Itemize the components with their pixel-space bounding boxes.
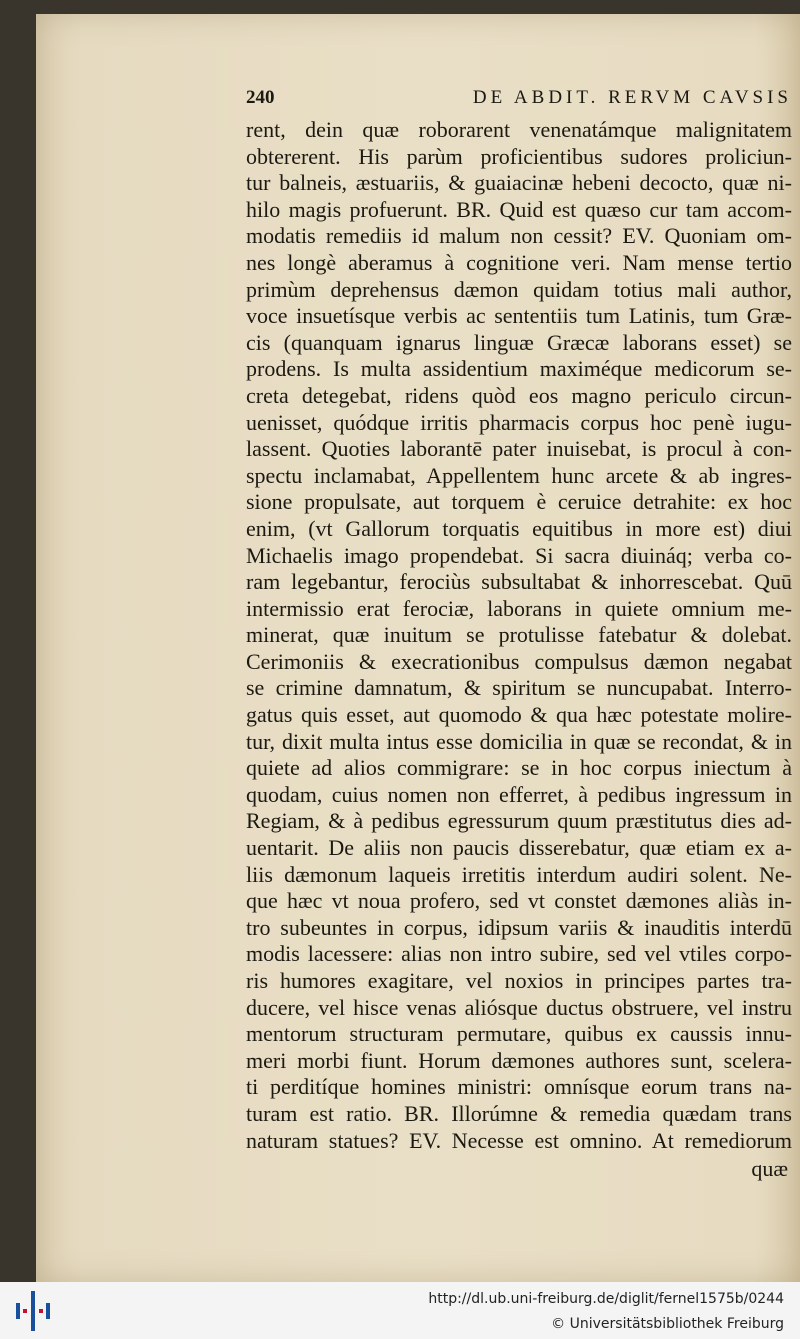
book-page [36,14,800,1282]
text-line: creta detegebat, ridens quòd eos magno periculo circun- [246,382,792,408]
text-line: minerat, quæ inuitum se protulisse fatebatur & dolebat. [246,622,792,648]
text-line: modatis remediis id malum non cessit? EV. Quoniam om- [246,223,792,249]
text-line: meri morbi fiunt. Horum dæmones authores sunt, scelera- [246,1047,792,1073]
text-line: modis lacessere: alias non intro subire, sed vel vtiles corpo- [246,941,792,967]
university-logo-icon [12,1291,54,1331]
body-text [246,117,792,1154]
page-number: 240 [246,87,275,108]
running-title: DE ABDIT. RERVM CAVSIS [472,87,792,108]
text-line: que hæc vt noua profero, sed vt constet dæmones aliàs in- [246,888,792,914]
text-line: ram legebantur, ferociùs subsultabat & inhorrescebat. Quū [246,569,792,595]
running-head [246,87,792,117]
logo-dot-left-icon [23,1309,27,1313]
text-line: prodens. Is multa assidentium maximéque medicorum se- [246,356,792,382]
text-line: tur balneis, æstuariis, & guaiacinæ hebeni decocto, quæ ni- [246,170,792,196]
text-line: Regiam, & à pedibus egressurum quum præstitutus dies ad- [246,808,792,834]
text-line: naturam statues? EV. Necesse est omnino. At remediorum [246,1127,792,1153]
logo-bar-right-icon [46,1303,50,1319]
text-line: Michaelis imago propendebat. Si sacra diuináq; verba co- [246,542,792,568]
logo-bar-left-icon [16,1303,20,1319]
text-line: uentarit. De aliis non paucis disserebatur, quæ etiam ex a- [246,835,792,861]
text-line: gatus quis esset, aut quomodo & qua hæc potestate molire- [246,702,792,728]
text-line: sione propulsate, aut torquem è ceruice detrahite: ex hoc [246,489,792,515]
catchword: quæ [751,1156,788,1182]
text-line: ti perditíque homines ministri: omnísque eorum trans na- [246,1074,792,1100]
text-line: voce insuetísque verbis ac sententiis tum Latinis, tum Græ- [246,303,792,329]
page-content [246,87,792,1182]
text-line: mentorum structuram permutare, quibus ex caussis innu- [246,1021,792,1047]
text-line: ducere, vel hisce venas aliósque ductus obstruere, vel instru [246,994,792,1020]
logo-bar-center-icon [31,1291,35,1331]
text-line: Cerimoniis & execrationibus compulsus dæmon negabat [246,648,792,674]
permalink-url[interactable]: http://dl.ub.uni-freiburg.de/diglit/fernel1575b/0244 [428,1291,784,1307]
text-line: liis dæmonum laqueis irretitis interdum audiri solent. Ne- [246,861,792,887]
text-line: lassent. Quoties laborantē pater inuisebat, is procul à con- [246,436,792,462]
footer-bar [0,1282,800,1339]
text-line: obtererent. His parùm proficientibus sudores proliciun- [246,143,792,169]
text-line: tur, dixit multa intus esse domicilia in quæ se recondat, & in [246,728,792,754]
text-line: turam est ratio. BR. Illorúmne & remedia quædam trans [246,1100,792,1126]
text-line: uenisset, quódque irritis pharmacis corpus hoc penè iugu- [246,409,792,435]
text-line: se crimine damnatum, & spiritum se nuncupabat. Interro- [246,675,792,701]
text-line: rent, dein quæ roborarent venenatámque malignitatem [246,117,792,142]
text-line: spectu inclamabat, Appellentem hunc arcete & ab ingres- [246,462,792,488]
text-line: nes longè aberamus à cognitione veri. Nam mense tertio [246,249,792,275]
text-line: cis (quanquam ignarus linguæ Græcæ laborans esset) se [246,329,792,355]
text-line: primùm deprehensus dæmon quidam totius mali author, [246,276,792,302]
text-line: tro subeuntes in corpus, idipsum variis & inauditis interdū [246,914,792,940]
copyright-notice: © Universitätsbibliothek Freiburg [551,1316,784,1332]
text-line: intermissio erat ferociæ, laborans in quiete omnium me- [246,595,792,621]
text-line: quiete ad alios commigrare: se in hoc corpus iniectum à [246,755,792,781]
text-line: enim, (vt Gallorum torquatis equitibus in more est) diui [246,515,792,541]
logo-dot-right-icon [39,1309,43,1313]
text-line: ris humores exagitare, vel noxios in principes partes tra- [246,968,792,993]
text-line: hilo magis profuerunt. BR. Quid est quæso cur tam accom- [246,196,792,222]
text-line: quodam, cuius nomen non efferret, à pedibus ingressum in [246,781,792,807]
